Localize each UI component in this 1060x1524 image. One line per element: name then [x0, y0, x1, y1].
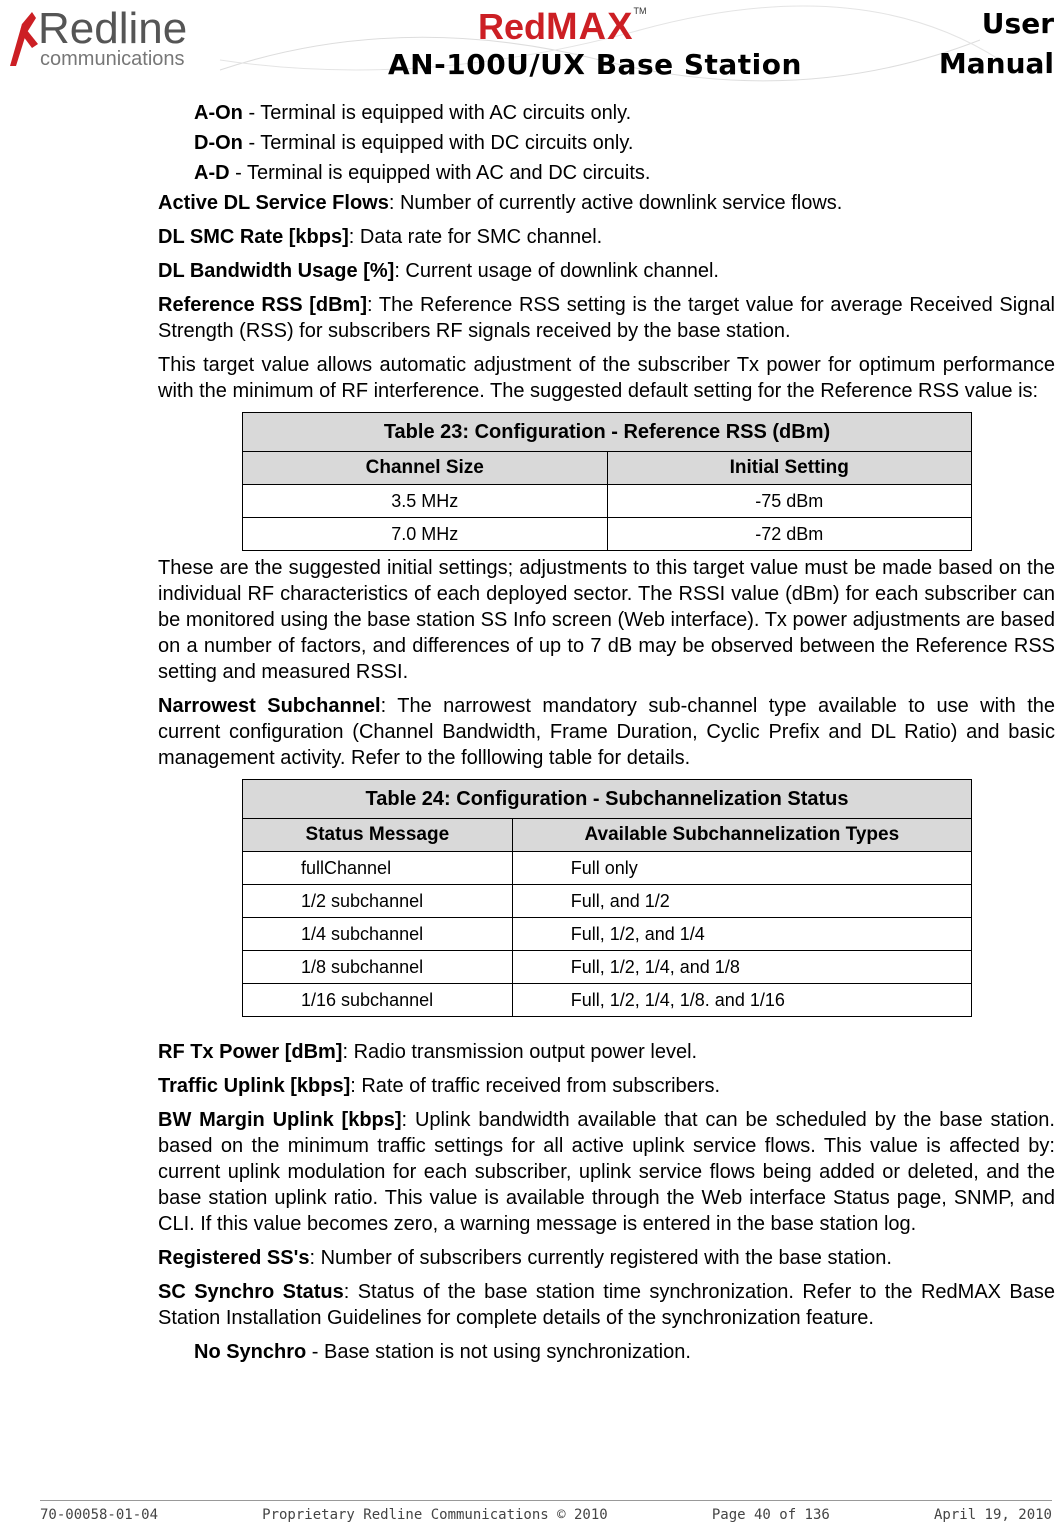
doc-type-line1: User	[981, 7, 1054, 40]
dl-bw-item: DL Bandwidth Usage [%]: Current usage of downlink channel.	[158, 260, 719, 282]
table-24-header: Status Message	[243, 819, 513, 852]
table-cell: fullChannel	[243, 852, 513, 885]
redmax-red: Red	[478, 6, 547, 47]
table-row	[243, 885, 972, 918]
ref-rss-item: Reference RSS [dBm]: The Reference RSS setting is the target value for average Received Signal Strength (RSS) for subscribers RF signals received by the base station.	[158, 294, 1056, 342]
table-cell: -75 dBm	[607, 485, 972, 518]
logo-wordmark: Redline	[38, 4, 188, 53]
table-cell: Full, 1/2, 1/4, 1/8. and 1/16	[512, 984, 971, 1017]
table-row	[243, 852, 972, 885]
table-cell: Full only	[512, 852, 971, 885]
table-cell: 1/16 subchannel	[243, 984, 513, 1017]
page-header	[0, 0, 1060, 88]
a-on-item: A-On - Terminal is equipped with AC circuits only.	[194, 102, 632, 124]
table-24	[242, 779, 972, 1017]
traffic-uplink-item: Traffic Uplink [kbps]: Rate of traffic received from subscribers.	[158, 1075, 721, 1097]
table-cell: Full, and 1/2	[512, 885, 971, 918]
table-row	[243, 918, 972, 951]
table-24-caption: Table 24: Configuration - Subchannelization Status	[242, 779, 972, 818]
active-dl-item: Active DL Service Flows: Number of currently active downlink service flows.	[158, 192, 843, 214]
ref-rss-para2: This target value allows automatic adjustment of the subscriber Tx power for optimum performance with the minimum of RF interference. The suggested default setting for the Reference RSS value is:	[158, 354, 1055, 402]
no-synchro-item: No Synchro - Base station is not using synchronization.	[194, 1341, 691, 1363]
dl-smc-item: DL SMC Rate [kbps]: Data rate for SMC channel.	[158, 226, 603, 248]
sc-synchro-item: SC Synchro Status: Status of the base station time synchronization. Refer to the RedMAX Base Station Installation Guidelines for complete details of the synchronization feature.	[158, 1281, 1055, 1329]
table-23-caption: Table 23: Configuration - Reference RSS (dBm)	[242, 412, 972, 451]
copyright: Proprietary Redline Communications © 2010	[262, 1507, 608, 1523]
table-row	[243, 485, 972, 518]
doc-type-line2: Manual	[938, 47, 1054, 80]
product-subtitle: AN-100U/UX Base Station	[388, 48, 802, 81]
table-cell: Full, 1/2, 1/4, and 1/8	[512, 951, 971, 984]
table-cell: Full, 1/2, and 1/4	[512, 918, 971, 951]
table-24-header: Available Subchannelization Types	[512, 819, 971, 852]
logo-subtitle: communications	[40, 48, 185, 70]
narrowest-item: Narrowest Subchannel: The narrowest mandatory sub-channel type available to use with the current configuration (Channel Bandwidth, Frame Duration, Cyclic Prefix and DL Ratio) and basic management activity. Refer to the folllowing table for details.	[158, 695, 1055, 769]
bw-margin-item: BW Margin Uplink [kbps]: Uplink bandwidth available that can be scheduled by the base station. based on the minimum traffic settings for all active uplink service flows. This value is affected by: current uplink modulation for each subscriber, uplink service flows being added or deleted, and the base station uplink ratio. This value is available through the Web interface Status page, SNMP, and CLI. If this value becomes zero, a warning message is entered in the base station log.	[158, 1109, 1055, 1235]
table-cell: 7.0 MHz	[243, 518, 608, 551]
after-table-23: These are the suggested initial settings; adjustments to this target value must be made based on the individual RF characteristics of each deployed sector. The RSSI value (dBm) for each subscriber can be monitored using the base station SS Info screen (Web interface). Tx power adjustments are based on a number of factors, and differences of up to 7 dB may be observed between the Reference RSS setting and measured RSSI.	[158, 557, 1055, 683]
table-row	[243, 984, 972, 1017]
rf-tx-item: RF Tx Power [dBm]: Radio transmission output power level.	[158, 1041, 698, 1063]
table-cell: 1/4 subchannel	[243, 918, 513, 951]
table-cell: 3.5 MHz	[243, 485, 608, 518]
a-d-item: A-D - Terminal is equipped with AC and DC circuits.	[194, 162, 651, 184]
page-footer	[40, 1500, 1052, 1523]
table-row	[243, 951, 972, 984]
table-23-header: Initial Setting	[607, 452, 972, 485]
page-number: Page 40 of 136	[711, 1507, 830, 1523]
page-content	[158, 100, 1055, 1369]
redmax-max: MAX	[546, 6, 634, 48]
table-row	[243, 518, 972, 551]
redmax-logo	[478, 6, 646, 49]
doc-number: 70-00058-01-04	[40, 1507, 159, 1523]
doc-date: April 19, 2010	[933, 1507, 1052, 1523]
table-23-header: Channel Size	[243, 452, 608, 485]
trademark: TM	[633, 6, 647, 16]
d-on-item: D-On - Terminal is equipped with DC circuits only.	[194, 132, 634, 154]
registered-item: Registered SS's: Number of subscribers currently registered with the base station.	[158, 1247, 892, 1269]
table-cell: 1/2 subchannel	[243, 885, 513, 918]
table-cell: -72 dBm	[607, 518, 972, 551]
table-23	[242, 412, 972, 551]
doc-type	[939, 4, 1054, 84]
table-cell: 1/8 subchannel	[243, 951, 513, 984]
